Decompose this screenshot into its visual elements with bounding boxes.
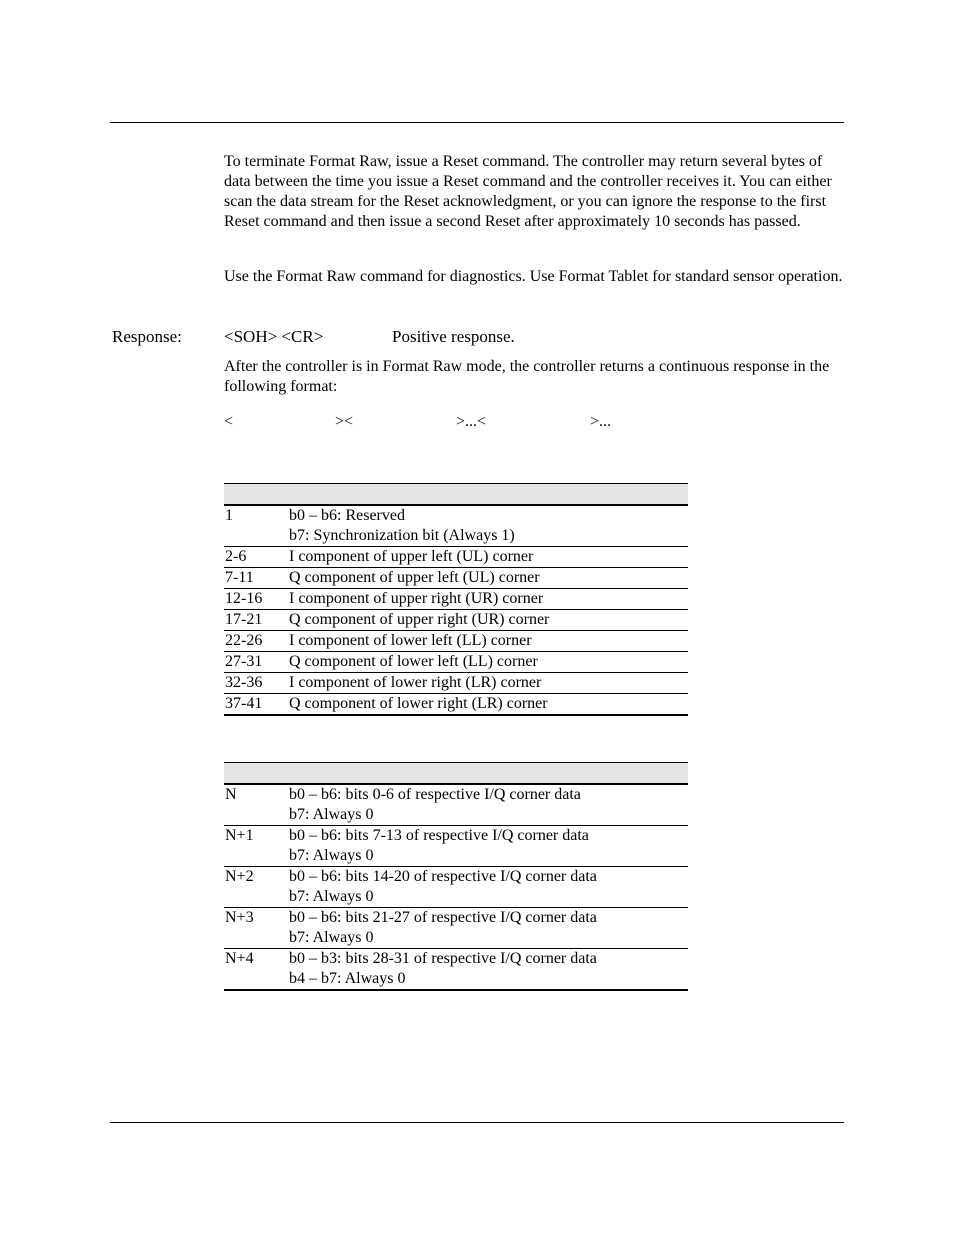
byte-cell: 37-41 (224, 694, 288, 716)
description-line: b0 – b6: bits 7-13 of respective I/Q corner data (289, 827, 589, 844)
format-line-part-4: >... (590, 413, 612, 430)
description-cell (288, 908, 688, 949)
description-cell (288, 949, 688, 991)
description-line: b7: Synchronization bit (Always 1) (289, 527, 515, 544)
description-cell: I component of lower left (LL) corner (288, 631, 688, 652)
bit-encoding-table (224, 762, 688, 991)
table-row (224, 908, 688, 949)
byte-cell: 1 (224, 505, 288, 547)
description-line: b0 – b6: Reserved (289, 507, 405, 524)
description-line: b0 – b6: bits 0-6 of respective I/Q corner data (289, 786, 581, 803)
byte-cell: N+3 (224, 908, 288, 949)
terminate-paragraph: To terminate Format Raw, issue a Reset command. The controller may return several bytes of data between the time you issue a Reset command and the controller receives it. You can either scan the data stream for the Reset acknowledgment, or you can ignore the response to the first Reset command and then issue a second Reset after approximately 10 seconds has passed. (224, 153, 832, 230)
table-row (224, 610, 688, 631)
description-cell: I component of lower right (LR) corner (288, 673, 688, 694)
corner-data-table (224, 483, 688, 716)
description-line: b0 – b3: bits 28-31 of respective I/Q corner data (289, 950, 597, 967)
table-row (224, 949, 688, 991)
description-line: b4 – b7: Always 0 (289, 970, 406, 987)
table-row (224, 547, 688, 568)
table-row (224, 568, 688, 589)
description-cell: Q component of lower right (LR) corner (288, 694, 688, 716)
table-header-cell (288, 484, 688, 506)
table-row (224, 867, 688, 908)
description-line: b7: Always 0 (289, 929, 374, 946)
response-code: <SOH> <CR> (224, 327, 324, 346)
footer-rule (110, 1122, 844, 1123)
format-line-part-3: >...< (456, 413, 487, 430)
description-line: b0 – b6: bits 14-20 of respective I/Q corner data (289, 868, 597, 885)
byte-cell: 2-6 (224, 547, 288, 568)
table-row (224, 505, 688, 547)
format-line-part-2: >< (335, 413, 354, 430)
description-cell (288, 505, 688, 547)
table-row (224, 589, 688, 610)
after-paragraph: After the controller is in Format Raw mode, the controller returns a continuous response in the following format: (224, 358, 830, 395)
byte-cell: 32-36 (224, 673, 288, 694)
header-rule (110, 122, 844, 123)
byte-cell: 17-21 (224, 610, 288, 631)
byte-cell: N (224, 784, 288, 826)
description-cell: Q component of upper right (UR) corner (288, 610, 688, 631)
description-cell: I component of upper right (UR) corner (288, 589, 688, 610)
byte-cell: N+1 (224, 826, 288, 867)
table-header-row (224, 763, 688, 785)
table-header-cell (224, 763, 288, 785)
table-header-cell (288, 763, 688, 785)
table-row (224, 826, 688, 867)
description-cell (288, 826, 688, 867)
byte-cell: 12-16 (224, 589, 288, 610)
table-header-row (224, 484, 688, 506)
description-line: b7: Always 0 (289, 847, 374, 864)
byte-cell: N+2 (224, 867, 288, 908)
format-line-part-1: < (224, 413, 234, 430)
table-row (224, 694, 688, 716)
description-line: b0 – b6: bits 21-27 of respective I/Q corner data (289, 909, 597, 926)
description-cell (288, 867, 688, 908)
description-cell: Q component of upper left (UL) corner (288, 568, 688, 589)
byte-cell: 27-31 (224, 652, 288, 673)
table-row (224, 631, 688, 652)
table-row (224, 784, 688, 826)
usage-paragraph: Use the Format Raw command for diagnostics. Use Format Tablet for standard sensor operation. (224, 268, 843, 285)
byte-cell: 7-11 (224, 568, 288, 589)
description-cell: I component of upper left (UL) corner (288, 547, 688, 568)
description-cell: Q component of lower left (LL) corner (288, 652, 688, 673)
description-cell (288, 784, 688, 826)
description-line: b7: Always 0 (289, 888, 374, 905)
response-description: Positive response. (392, 327, 515, 346)
table-row (224, 673, 688, 694)
byte-cell: 22-26 (224, 631, 288, 652)
table-header-cell (224, 484, 288, 506)
table-row (224, 652, 688, 673)
byte-cell: N+4 (224, 949, 288, 991)
description-line: b7: Always 0 (289, 806, 374, 823)
response-label: Response: (112, 327, 182, 346)
